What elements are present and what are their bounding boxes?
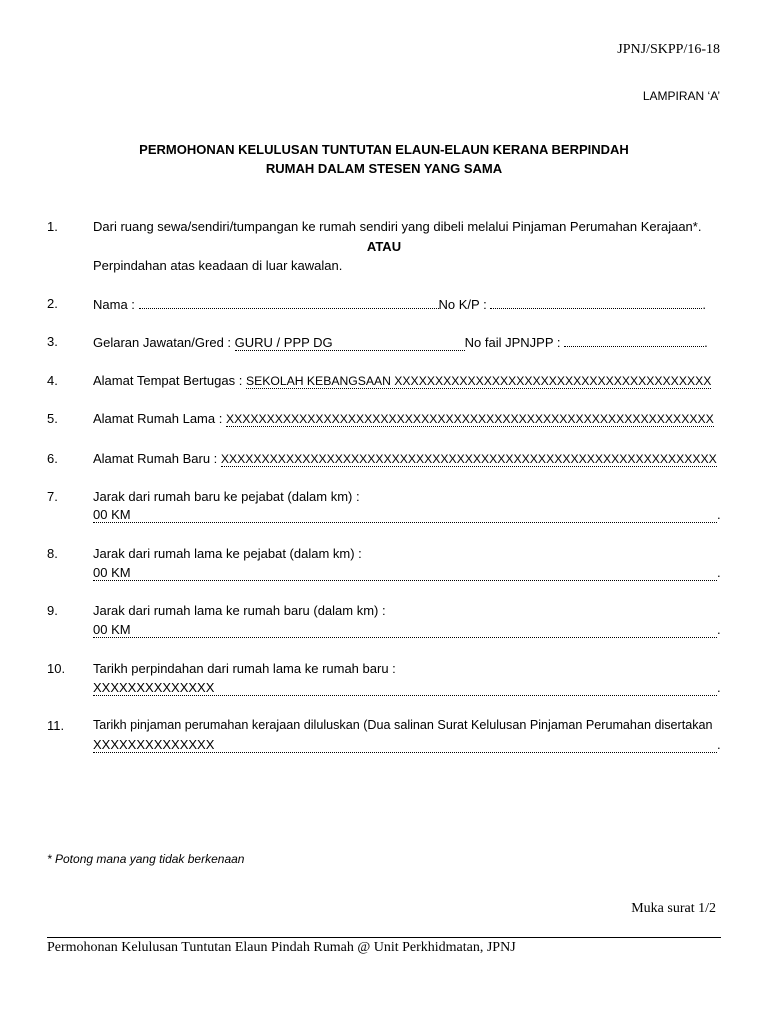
item-8-label: Jarak dari rumah lama ke pejabat (dalam km) :: [93, 546, 362, 561]
new-address-value[interactable]: XXXXXXXXXXXXXXXXXXXXXXXXXXXXXXXXXXXXXXXXXXXXXXXXXXXXXXXXXXXXX: [220, 452, 717, 466]
distance-new-office-value: 00 KM: [93, 507, 131, 522]
item-8-number: 8.: [47, 546, 58, 561]
document-reference: JPNJ/SKPP/16-18: [617, 42, 720, 57]
ic-field[interactable]: [490, 296, 702, 309]
distance-old-office-field[interactable]: [93, 565, 717, 581]
workplace-label: Alamat Tempat Bertugas :: [93, 373, 243, 388]
loan-approval-date-value: XXXXXXXXXXXXXX: [93, 737, 215, 752]
old-address-label: Alamat Rumah Lama :: [93, 411, 223, 426]
moving-date-field[interactable]: [93, 680, 717, 696]
item-8-answer: [93, 565, 721, 581]
footer-divider: [47, 937, 721, 938]
old-address-value[interactable]: XXXXXXXXXXXXXXXXXXXXXXXXXXXXXXXXXXXXXXXXXXXXXXXXXXXXXXXXXXXX: [225, 412, 714, 426]
form-title-line1: PERMOHONAN KELULUSAN TUNTUTAN ELAUN-ELAUN KERANA BERPINDAH: [139, 142, 629, 157]
item-10-answer: [93, 680, 721, 696]
distance-old-new-field[interactable]: [93, 622, 717, 638]
item-1-number: 1.: [47, 219, 58, 234]
item-5-number: 5.: [47, 411, 58, 426]
item-11-number: 11.: [47, 718, 65, 733]
item-11-end: .: [717, 737, 721, 752]
file-number-end: .: [704, 335, 708, 350]
item-1-text2: Perpindahan atas keadaan di luar kawalan.: [93, 258, 343, 273]
attachment-label: LAMPIRAN ‘A’: [642, 89, 720, 103]
item-3-number: 3.: [47, 334, 58, 349]
item-10-number: 10.: [47, 661, 66, 676]
item-10-label: Tarikh perpindahan dari rumah lama ke rumah baru :: [93, 661, 396, 676]
workplace-row: [93, 373, 711, 389]
item-9-answer: [93, 622, 721, 638]
position-row: [93, 334, 708, 351]
distance-old-new-value: 00 KM: [93, 622, 131, 637]
item-10-end: .: [717, 680, 721, 695]
item-4-number: 4.: [47, 373, 58, 388]
item-11-label: Tarikh pinjaman perumahan kerajaan diluluskan (Dua salinan Surat Kelulusan Pinjaman Perumahan disertakan: [93, 718, 713, 732]
name-field[interactable]: [139, 296, 439, 309]
new-address-row: [93, 451, 717, 467]
item-1-or: ATAU: [366, 239, 402, 254]
moving-date-value: XXXXXXXXXXXXXX: [93, 680, 215, 695]
workplace-value[interactable]: SEKOLAH KEBANGSAAN XXXXXXXXXXXXXXXXXXXXXXXXXXXXXXXXXXXXXXX: [245, 374, 712, 388]
item-7-answer: [93, 507, 721, 523]
item-7-number: 7.: [47, 489, 58, 504]
item-2-number: 2.: [47, 296, 58, 311]
item-7-label: Jarak dari rumah baru ke pejabat (dalam km) :: [93, 489, 360, 504]
position-label: Gelaran Jawatan/Gred :: [93, 335, 232, 350]
item-8-end: .: [717, 565, 721, 580]
item-7-end: .: [717, 507, 721, 522]
item-9-label: Jarak dari rumah lama ke rumah baru (dalam km) :: [93, 603, 386, 618]
footnote: * Potong mana yang tidak berkenaan: [47, 852, 245, 866]
item-9-number: 9.: [47, 603, 58, 618]
item-9-end: .: [717, 622, 721, 637]
page-number: Muka surat 1/2: [631, 901, 716, 916]
position-value[interactable]: GURU / PPP DG: [235, 335, 465, 351]
name-row: [93, 296, 706, 312]
item-6-number: 6.: [47, 451, 58, 466]
distance-new-office-field[interactable]: [93, 507, 717, 523]
distance-old-office-value: 00 KM: [93, 565, 131, 580]
file-number-field[interactable]: [564, 334, 704, 347]
ic-label: No K/P :: [438, 297, 487, 312]
file-number-label: No fail JPNJPP :: [464, 335, 561, 350]
item-11-answer: [93, 737, 721, 753]
form-title-line2: RUMAH DALAM STESEN YANG SAMA: [265, 161, 503, 176]
new-address-label: Alamat Rumah Baru :: [93, 451, 218, 466]
ic-end: .: [702, 297, 706, 312]
item-1-text: Dari ruang sewa/sendiri/tumpangan ke rumah sendiri yang dibeli melalui Pinjaman Perumahan Kerajaan*.: [93, 219, 702, 234]
name-label: Nama :: [93, 297, 135, 312]
loan-approval-date-field[interactable]: [93, 737, 717, 753]
page-footer: Permohonan Kelulusan Tuntutan Elaun Pindah Rumah @ Unit Perkhidmatan, JPNJ: [47, 940, 516, 955]
old-address-row: [93, 411, 714, 427]
